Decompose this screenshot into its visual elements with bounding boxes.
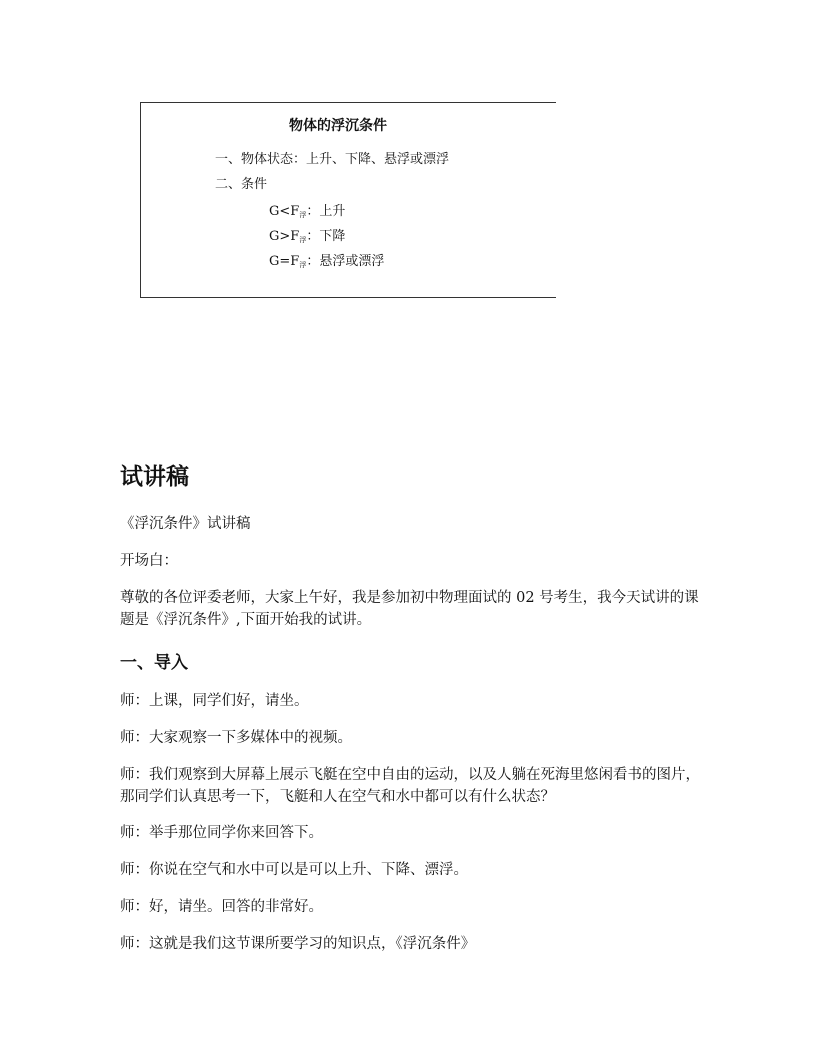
subtitle: 《浮沉条件》试讲稿	[120, 516, 251, 532]
paragraph: 师：上课，同学们好，请坐。	[120, 693, 309, 709]
paragraph: 师：这就是我们这节课所要学习的知识点，《浮沉条件》	[120, 936, 476, 952]
paragraph: 师：我们观察到大屏幕上展示飞艇在空中自由的运动，以及人躺在死海里悠闲看书的图片，那同学们认真思考一下，飞艇和人在空气和水中都可以有什么状态？	[120, 767, 700, 805]
paragraph: 师：好，请坐。回答的非常好。	[120, 899, 323, 915]
blackboard-design-box	[140, 102, 556, 298]
section-heading-intro: 一、导入	[120, 653, 188, 673]
opening-text: 尊敬的各位评委老师，大家上午好，我是参加初中物理面试的 02 号考生，我今天试讲的课题是《浮沉条件》,下面开始我的试讲。	[120, 590, 699, 628]
paragraph: 师：大家观察一下多媒体中的视频。	[120, 730, 352, 746]
formula-rise: $G<F_浮$：上升	[269, 204, 346, 219]
board-line-conditions: 二、条件	[215, 177, 268, 192]
paragraph: 师：你说在空气和水中可以是可以上升、下降、漂浮。	[120, 862, 468, 878]
paragraph: 师：举手那位同学你来回答下。	[120, 825, 323, 841]
formula-sink: $G>F_浮$：下降	[269, 229, 346, 244]
formula-float: $G=F_浮$：悬浮或漂浮	[269, 254, 385, 269]
board-title: 物体的浮沉条件	[289, 118, 387, 134]
opening-label: 开场白：	[120, 553, 178, 569]
board-line-states: 一、物体状态：上升、下降、悬浮或漂浮	[215, 152, 450, 167]
document-title: 试讲稿	[120, 464, 189, 490]
